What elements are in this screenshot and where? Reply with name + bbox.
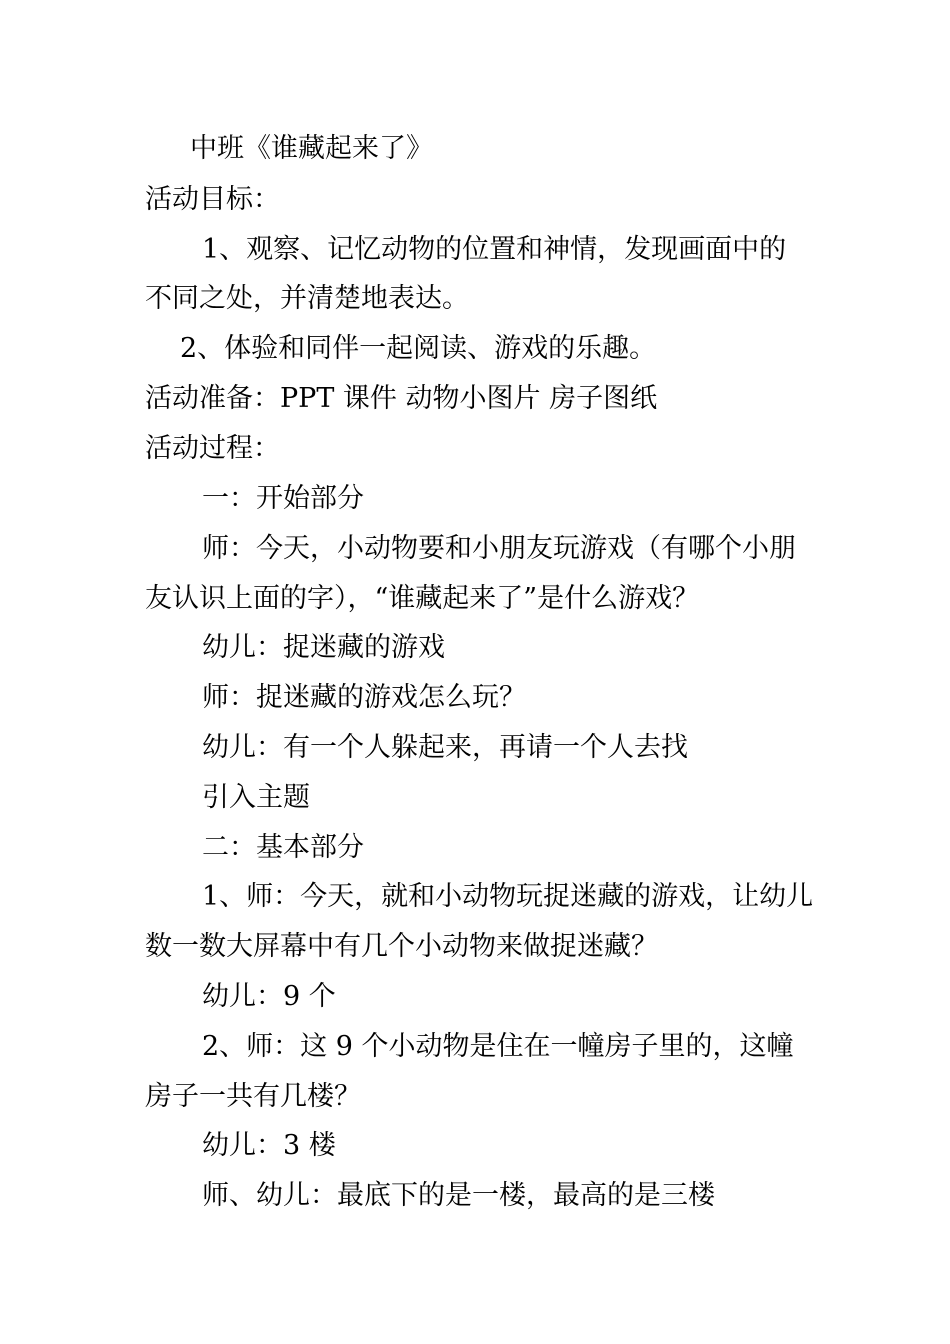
paragraph-6-line-2: 数一数大屏幕中有几个小动物来做捉迷藏？ bbox=[145, 931, 658, 962]
goal-1-line-1: 1、观察、记忆动物的位置和神情，发现画面中的 bbox=[202, 234, 787, 265]
part-1-heading: 一：开始部分 bbox=[202, 483, 364, 514]
paragraph-7: 幼儿：9 个 bbox=[202, 981, 336, 1012]
paragraph-8-line-1: 2、师：这 9 个小动物是住在一幢房子里的，这幢 bbox=[202, 1031, 794, 1062]
part-2-heading: 二：基本部分 bbox=[202, 832, 364, 863]
paragraph-5: 引入主题 bbox=[202, 782, 310, 813]
document-title: 中班《谁藏起来了》 bbox=[190, 133, 433, 164]
paragraph-1-line-2: 友认识上面的字），“谁藏起来了”是什么游戏？ bbox=[145, 583, 700, 614]
paragraph-3: 师：捉迷藏的游戏怎么玩？ bbox=[202, 682, 526, 713]
paragraph-6-line-1: 1、师：今天，就和小动物玩捉迷藏的游戏，让幼儿 bbox=[202, 881, 814, 912]
paragraph-10: 师、幼儿：最底下的是一楼，最高的是三楼 bbox=[202, 1180, 715, 1211]
goal-1-line-2: 不同之处，并清楚地表达。 bbox=[145, 283, 469, 314]
paragraph-1-line-1: 师：今天，小动物要和小朋友玩游戏（有哪个小朋 bbox=[202, 533, 796, 564]
paragraph-4: 幼儿：有一个人躲起来，再请一个人去找 bbox=[202, 732, 688, 763]
preparation-line: 活动准备：PPT 课件 动物小图片 房子图纸 bbox=[145, 383, 658, 414]
paragraph-8-line-2: 房子一共有几楼？ bbox=[145, 1081, 361, 1112]
process-heading: 活动过程： bbox=[145, 433, 280, 464]
goal-2: 2、体验和同伴一起阅读、游戏的乐趣。 bbox=[180, 333, 657, 364]
paragraph-2: 幼儿：捉迷藏的游戏 bbox=[202, 632, 445, 663]
goals-heading: 活动目标： bbox=[145, 184, 280, 215]
paragraph-9: 幼儿：3 楼 bbox=[202, 1130, 336, 1161]
